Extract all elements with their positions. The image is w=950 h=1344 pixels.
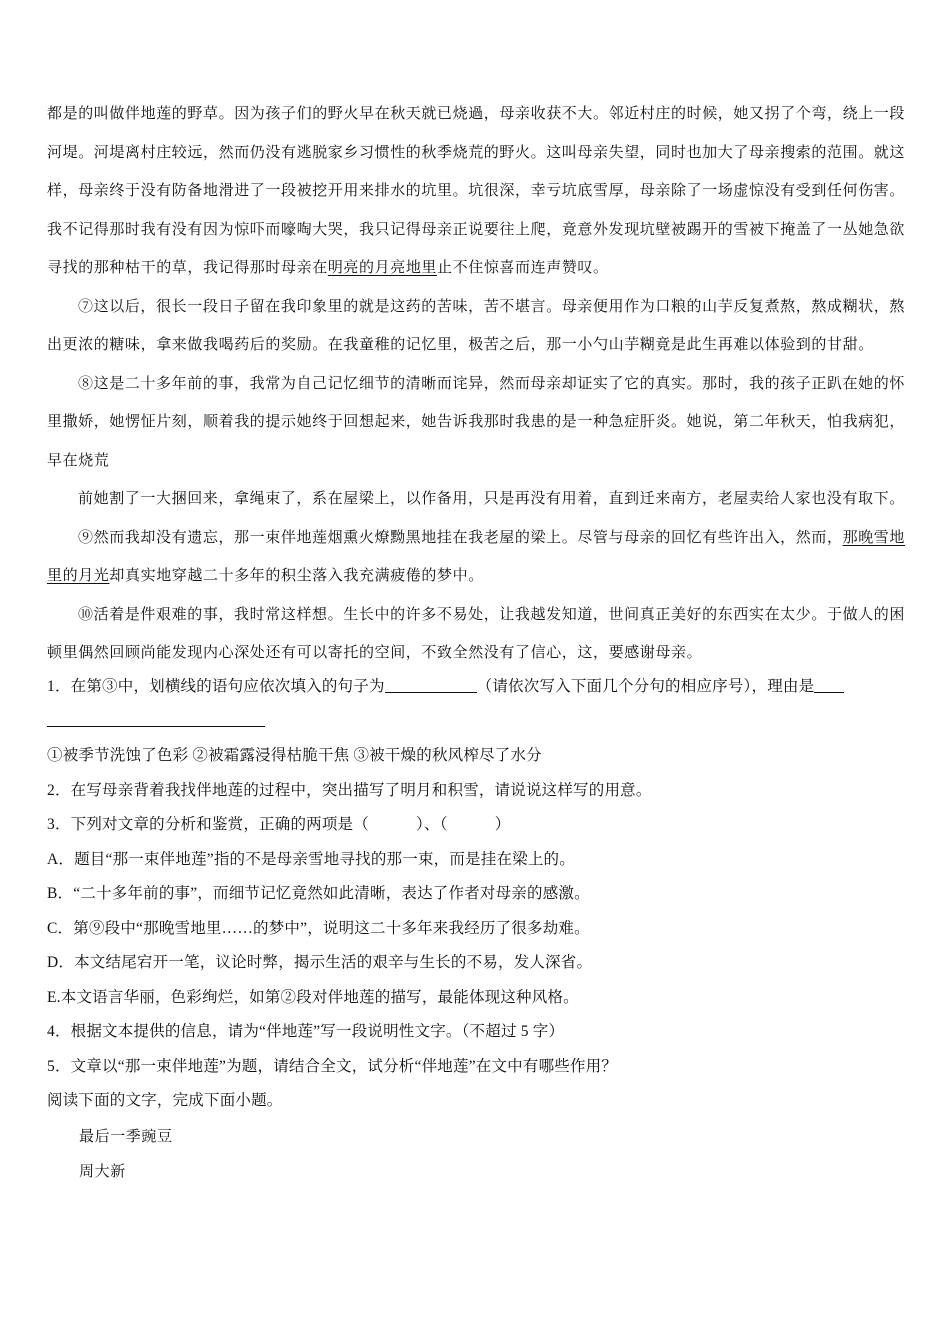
question-5: 5．文章以“那一束伴地莲”为题，请结合全文，试分析“伴地莲”在文中有哪些作用？ — [47, 1057, 618, 1075]
paragraph-9: ⑨然而我却没有遗忘，那一束伴地莲烟熏火燎黝黑地挂在我老屋的梁上。尽管与母亲的回忆有些许出入，然而，那晚雪地里的月光却真实地穿越二十多年的积尘落入我充满疲倦的梦中。 — [47, 527, 906, 584]
answer-blank[interactable] — [385, 674, 477, 693]
option-d: D．本文结尾宕开一笔，议论时弊，揭示生活的艰辛与生长的不易，发人深省。 — [47, 954, 593, 971]
option-a: A．题目“那一束伴地莲”指的不是母亲雪地寻找的那一束，而是挂在梁上的。 — [47, 850, 575, 868]
paragraph-7: ⑦这以后，很长一段日子留在我印象里的就是这药的苦味，苦不堪言。母亲便用作为口粮的山芋反复煮熬，熬成糊状，熬出更浓的糖味，拿来做我喝药后的奖励。在我童稚的记忆里，极苦之后，那一小勺山芋糊竟是此生再难以体验到的甘甜。 — [47, 296, 905, 353]
document-page — [47, 94, 905, 1189]
option-c: C．第⑨段中“那晚雪地里……的梦中”，说明这二十多年来我经历了很多劫难。 — [47, 919, 590, 937]
question-4: 4．根据文本提供的信息，请为“伴地莲”写一段说明性文字。（不超过 5 字） — [47, 1023, 565, 1040]
paragraph-8: ⑧这是二十多年前的事，我常为自己记忆细节的清晰而诧异，然而母亲却证实了它的真实。那时，我的孩子正趴在她的怀里撒娇，她愣怔片刻，顺着我的提示她终于回想起来，她告诉我那时我患的是一种急症肝炎。她说，第二年秋天，怕我病犯，早在烧荒 — [47, 373, 906, 469]
option-b: B．“二十多年前的事”，而细节记忆竟然如此清晰，表达了作者对母亲的感激。 — [47, 885, 590, 902]
option-e: E.本文语言华丽，色彩绚烂，如第②段对伴地莲的描写，最能体现这种风格。 — [47, 988, 579, 1006]
underlined-phrase: 明亮的月亮地里 — [327, 258, 438, 276]
article-title: 最后一季豌豆 — [79, 1126, 173, 1145]
answer-blank[interactable] — [814, 674, 844, 693]
question-2: 2．在写母亲背着我找伴地莲的过程中，突出描写了明月和积雪，请说说这样写的用意。 — [47, 781, 652, 799]
question-1-options: ①被季节洗蚀了色彩 ②被霜露浸得枯脆干焦 ③被干燥的秋风榨尽了水分 — [47, 747, 542, 764]
question-3: 3．下列对文章的分析和鉴赏，正确的两项是（ ）、（ ） — [47, 816, 511, 833]
article-author: 周大新 — [79, 1161, 126, 1180]
paragraph-8-continued: 前她割了一大捆回来，拿绳束了，系在屋梁上，以作备用，只是再没有用着，直到迁来南方，老屋卖给人家也没有取下。 — [78, 489, 905, 507]
answer-blank-line[interactable] — [47, 704, 265, 727]
question-1: 1．在第③中，划横线的语句应依次填入的句子为 （请依次写入下面几个分句的相应序号），理由是 — [47, 670, 905, 705]
reading-instruction: 阅读下面的文字，完成下面小题。 — [47, 1092, 283, 1109]
underlined-phrase: 那晚雪地里的月光 — [47, 527, 906, 584]
paragraph-10: ⑩活着是件艰难的事，我时常这样想。生长中的许多不易处，让我越发知道，世间真正美好的东西实在太少。于做人的困顿里偶然回顾尚能发现内心深处还有可以寄托的空间，不致全然没有了信心，这，要感谢母亲。 — [47, 604, 905, 661]
paragraph-continued: 都是的叫做伴地莲的野草。因为孩子们的野火早在秋天就已烧過，母亲收获不大。邻近村庄的时候，她又拐了个弯，绕上一段河堤。河堤离村庄较远，然而仍没有逃脱家乡习惯性的秋季烧荒的野火。这叫母亲失望，同时也加大了母亲搜索的范围。就这样，母亲终于没有防备地滑进了一段被挖开用来排水的坑里。坑很深，幸亏坑底雪厚，母亲除了一场虚惊没有受到任何伤害。我不记得那时我有没有因为惊吓而嚎啕大哭，我只记得母亲正说要往上爬，竟意外发现坑壁被踢开的雪被下掩盖了一丛她急欲寻找的那种枯干的草，我记得那时母亲在明亮的月亮地里止不住惊喜而连声赞叹。 — [47, 104, 906, 276]
